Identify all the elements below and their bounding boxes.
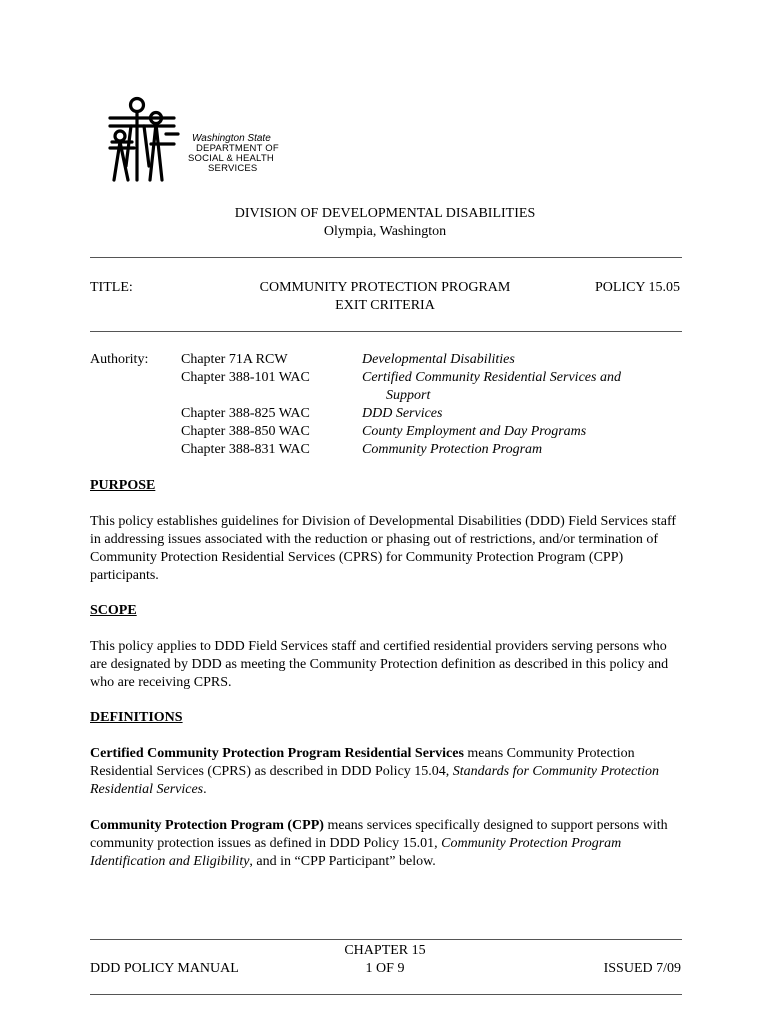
- scope-heading: SCOPE: [90, 603, 137, 618]
- authority-references: [181, 351, 310, 459]
- purpose-text: This policy establishes guidelines for Division of Developmental Disabilities (DDD) Field Services staff in addressing issues associated with the reduction or phasing out of restrictions, and/or termination of Community Protection Residential Services (CPRS) for Community Protection Program (CPP) participants.: [90, 514, 677, 583]
- definitions-heading: DEFINITIONS: [90, 710, 183, 725]
- logo-line-state: Washington State: [192, 133, 271, 144]
- division-location: Olympia, Washington: [323, 224, 447, 239]
- authority-desc: County Employment and Day Programs: [362, 424, 587, 439]
- dshs-figures-icon: [104, 96, 184, 186]
- title-label: TITLE:: [90, 280, 133, 295]
- scope-text: This policy applies to DDD Field Services staff and certified residential providers serving persons who are designated by DDD as meeting the Community Protection definition as described in this policy and who are receiving CPRS.: [90, 639, 669, 690]
- policy-title: [200, 279, 570, 315]
- definition-term: Certified Community Protection Program Residential Services: [90, 746, 464, 761]
- authority-desc: Developmental Disabilities: [362, 352, 515, 367]
- header-divider: [90, 257, 682, 258]
- logo-line-services: SERVICES: [208, 163, 258, 174]
- authority-desc: Community Protection Program: [362, 442, 543, 457]
- purpose-heading: PURPOSE: [90, 478, 156, 493]
- logo-line-social-health: SOCIAL & HEALTH: [188, 153, 274, 164]
- definition-text: means services specifically designed to support persons with community protection issues as defined in DDD Policy 15.01,: [90, 818, 668, 851]
- definition-cprs: [90, 745, 682, 799]
- authority-ref: Chapter 388-831 WAC: [181, 442, 310, 457]
- definition-term: Community Protection Program (CPP): [90, 818, 324, 833]
- footer-top-divider: [90, 939, 682, 940]
- policy-title-line1: COMMUNITY PROTECTION PROGRAM: [259, 280, 511, 295]
- division-name: DIVISION OF DEVELOPMENTAL DISABILITIES: [234, 206, 536, 221]
- agency-name: [182, 134, 279, 174]
- authority-desc: Support: [386, 388, 431, 403]
- authority-label: Authority:: [90, 352, 149, 367]
- authority-descriptions: [362, 351, 621, 459]
- definition-text: means Community Protection Residential Services (CPRS) as described in DDD Policy 15.04,: [90, 746, 635, 779]
- policy-title-line2: EXIT CRITERIA: [335, 298, 435, 313]
- policy-number: POLICY 15.05: [594, 280, 680, 295]
- footer-page-number: 1 OF 9: [365, 961, 405, 976]
- footer-chapter-page: [300, 942, 470, 978]
- authority-desc: Certified Community Residential Services and: [362, 370, 621, 385]
- dshs-logo: [104, 96, 279, 186]
- logo-line-department: DEPARTMENT OF: [196, 143, 279, 154]
- definition-reference: Standards for Community Protection Residential Services: [90, 764, 660, 797]
- title-divider: [90, 331, 682, 332]
- footer-chapter: CHAPTER 15: [344, 943, 426, 958]
- authority-ref: Chapter 388-850 WAC: [181, 424, 310, 439]
- definition-reference: Community Protection Program Identification and Eligibility: [90, 836, 622, 869]
- definition-end: , and in “CPP Participant” below.: [249, 854, 436, 869]
- authority-desc: DDD Services: [362, 406, 443, 421]
- authority-ref: Chapter 71A RCW: [181, 352, 288, 367]
- footer-manual: DDD POLICY MANUAL: [90, 961, 239, 976]
- authority-ref: [181, 387, 310, 405]
- authority-ref: Chapter 388-825 WAC: [181, 406, 310, 421]
- footer-issued: ISSUED 7/09: [603, 961, 681, 976]
- division-header: [0, 205, 770, 241]
- footer-bottom-divider: [90, 994, 682, 995]
- definition-cpp: [90, 817, 682, 871]
- definition-end: .: [203, 782, 207, 797]
- authority-ref: Chapter 388-101 WAC: [181, 370, 310, 385]
